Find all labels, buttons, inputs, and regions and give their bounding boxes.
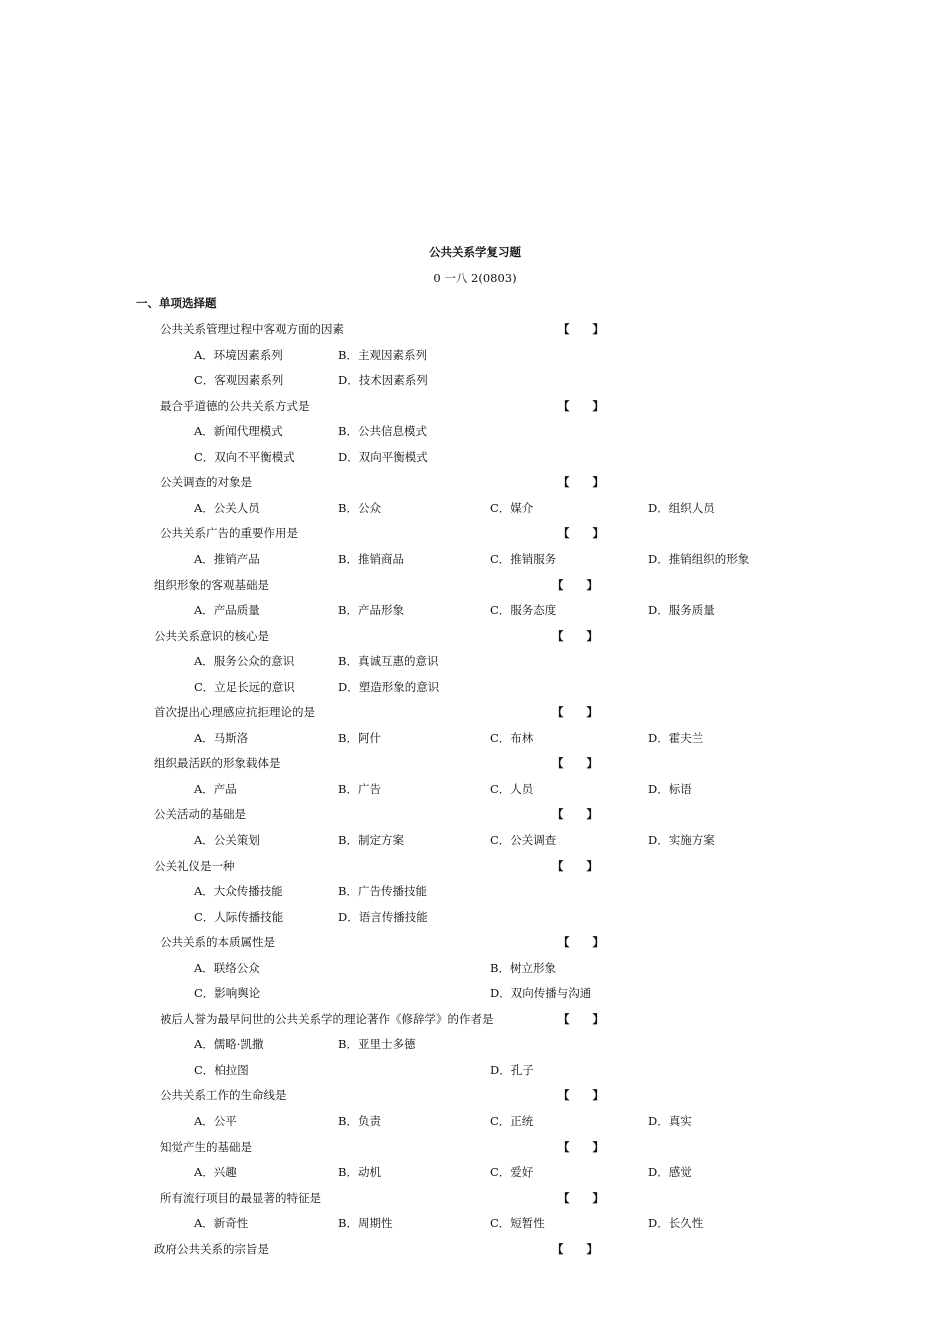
answer-option: D．霍夫兰 [648, 731, 704, 745]
answer-option: A．联络公众 [194, 961, 260, 975]
question-stem: 组织形象的客观基础是 [154, 578, 269, 592]
answer-option: D．标语 [648, 782, 692, 796]
answer-option: A．兴趣 [194, 1165, 237, 1179]
answer-option: A．公平 [194, 1114, 237, 1128]
answer-option: B．阿什 [338, 731, 381, 745]
answer-bracket[interactable]: 【 】 [558, 1012, 604, 1026]
answer-option: C．服务态度 [490, 603, 557, 617]
answer-bracket[interactable]: 【 】 [558, 475, 604, 489]
answer-option: A．产品质量 [194, 603, 260, 617]
answer-bracket[interactable]: 【 】 [552, 629, 598, 643]
answer-option: D．双向平衡模式 [338, 450, 428, 464]
answer-option: B．亚里士多德 [338, 1037, 416, 1051]
answer-option: D．服务质量 [648, 603, 715, 617]
question-stem: 首次提出心理感应抗拒理论的是 [154, 705, 315, 719]
answer-option: B．公众 [338, 501, 381, 515]
question-stem: 公关活动的基础是 [154, 807, 246, 821]
answer-option: B．负责 [338, 1114, 381, 1128]
answer-option: B．动机 [338, 1165, 381, 1179]
answer-option: B．推销商品 [338, 552, 404, 566]
answer-bracket[interactable]: 【 】 [552, 1242, 598, 1256]
question-stem: 公共关系工作的生命线是 [160, 1088, 287, 1102]
answer-option: C．爱好 [490, 1165, 534, 1179]
question-stem: 公共关系广告的重要作用是 [160, 526, 298, 540]
answer-option: D．推销组织的形象 [648, 552, 750, 566]
answer-option: B．广告传播技能 [338, 884, 427, 898]
answer-option: C．柏拉图 [194, 1063, 249, 1077]
answer-option: A．儒略·凯撒 [194, 1037, 264, 1051]
answer-option: A．服务公众的意识 [194, 654, 295, 668]
answer-option: A．产品 [194, 782, 237, 796]
answer-option: A．新奇性 [194, 1216, 249, 1230]
answer-option: A．公关人员 [194, 501, 260, 515]
answer-option: D．长久性 [648, 1216, 704, 1230]
answer-bracket[interactable]: 【 】 [552, 807, 598, 821]
question-stem: 最合乎道德的公共关系方式是 [160, 399, 310, 413]
answer-option: B．树立形象 [490, 961, 556, 975]
answer-option: A．马斯洛 [194, 731, 249, 745]
answer-bracket[interactable]: 【 】 [558, 935, 604, 949]
answer-option: C．双向不平衡模式 [194, 450, 295, 464]
answer-option: C．公关调查 [490, 833, 557, 847]
question-stem: 所有流行项目的最显著的特征是 [160, 1191, 321, 1205]
answer-option: B．主观因素系列 [338, 348, 427, 362]
answer-option: C．客观因素系列 [194, 373, 284, 387]
document-code: 0 一八 2(0803) [433, 271, 517, 285]
answer-option: D．组织人员 [648, 501, 715, 515]
answer-option: C．媒介 [490, 501, 534, 515]
answer-option: C．立足长远的意识 [194, 680, 295, 694]
answer-option: D．技术因素系列 [338, 373, 428, 387]
answer-option: D．双向传播与沟通 [490, 986, 592, 1000]
question-stem: 公关调查的对象是 [160, 475, 252, 489]
answer-option: B．周期性 [338, 1216, 393, 1230]
answer-bracket[interactable]: 【 】 [558, 399, 604, 413]
question-stem: 被后人誉为最早问世的公共关系学的理论著作《修辞学》的作者是 [160, 1012, 494, 1026]
answer-option: A．公关策划 [194, 833, 260, 847]
answer-bracket[interactable]: 【 】 [552, 756, 598, 770]
answer-bracket[interactable]: 【 】 [558, 322, 604, 336]
answer-option: D．真实 [648, 1114, 692, 1128]
section-title: 一、单项选择题 [136, 296, 217, 310]
answer-option: A．推销产品 [194, 552, 260, 566]
answer-option: B．公共信息模式 [338, 424, 427, 438]
answer-bracket[interactable]: 【 】 [552, 859, 598, 873]
answer-option: D．塑造形象的意识 [338, 680, 440, 694]
answer-bracket[interactable]: 【 】 [558, 1191, 604, 1205]
answer-bracket[interactable]: 【 】 [552, 578, 598, 592]
question-stem: 公关礼仪是一种 [154, 859, 235, 873]
answer-option: B．产品形象 [338, 603, 404, 617]
question-stem: 政府公共关系的宗旨是 [154, 1242, 269, 1256]
answer-option: D．语言传播技能 [338, 910, 428, 924]
answer-option: C．推销服务 [490, 552, 557, 566]
answer-option: B．制定方案 [338, 833, 404, 847]
answer-option: C．正统 [490, 1114, 534, 1128]
answer-bracket[interactable]: 【 】 [558, 1088, 604, 1102]
answer-bracket[interactable]: 【 】 [558, 526, 604, 540]
answer-option: A．大众传播技能 [194, 884, 283, 898]
question-stem: 组织最活跃的形象载体是 [154, 756, 281, 770]
answer-option: B．广告 [338, 782, 381, 796]
question-stem: 公共关系管理过程中客观方面的因素 [160, 322, 344, 336]
answer-option: A．新闻代理模式 [194, 424, 283, 438]
answer-option: A．环境因素系列 [194, 348, 283, 362]
answer-option: C．影响舆论 [194, 986, 261, 1000]
answer-bracket[interactable]: 【 】 [552, 705, 598, 719]
question-stem: 公共关系的本质属性是 [160, 935, 275, 949]
answer-bracket[interactable]: 【 】 [558, 1140, 604, 1154]
answer-option: D．感觉 [648, 1165, 692, 1179]
document-title: 公共关系学复习题 [429, 245, 521, 259]
answer-option: C．布林 [490, 731, 534, 745]
question-stem: 知觉产生的基础是 [160, 1140, 252, 1154]
answer-option: C．人员 [490, 782, 534, 796]
answer-option: C．短暂性 [490, 1216, 545, 1230]
question-stem: 公共关系意识的核心是 [154, 629, 269, 643]
answer-option: D．孔子 [490, 1063, 534, 1077]
answer-option: C．人际传播技能 [194, 910, 284, 924]
answer-option: D．实施方案 [648, 833, 715, 847]
answer-option: B．真诚互惠的意识 [338, 654, 439, 668]
